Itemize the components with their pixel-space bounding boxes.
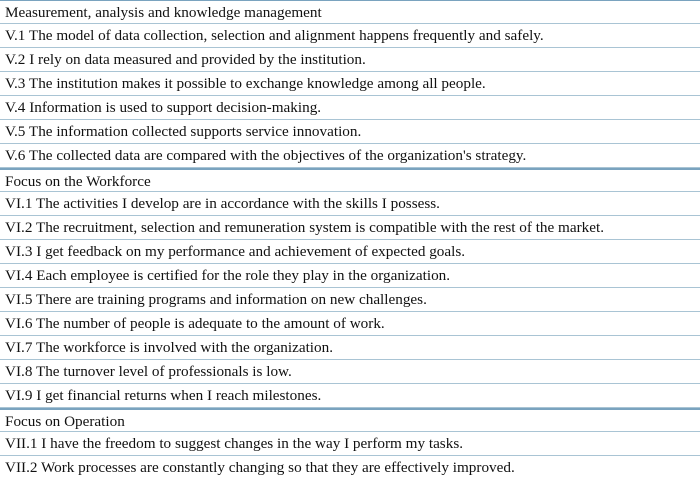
table-row: V.1 The model of data collection, selection and alignment happens frequently and safely. [0, 24, 700, 48]
table-row: VI.3 I get feedback on my performance and achievement of expected goals. [0, 240, 700, 264]
table-row: VI.7 The workforce is involved with the organization. [0, 336, 700, 360]
table-row: VII.2 Work processes are constantly changing so that they are effectively improved. [5, 459, 515, 476]
table-row: VI.9 I get financial returns when I reach milestones. [0, 384, 700, 408]
table-row: VI.8 The turnover level of professionals is low. [0, 360, 700, 384]
table-row: V.5 The information collected supports service innovation. [0, 120, 700, 144]
table-row: VI.1 The activities I develop are in accordance with the skills I possess. [0, 192, 700, 216]
table-row: V.3 The institution makes it possible to exchange knowledge among all people. [0, 72, 700, 96]
table-row: V.2 I rely on data measured and provided by the institution. [0, 48, 700, 72]
table-row: VII.1 I have the freedom to suggest changes in the way I perform my tasks. [0, 432, 700, 456]
table-row: VI.2 The recruitment, selection and remuneration system is compatible with the rest of the market. [0, 216, 700, 240]
table-row: V.4 Information is used to support decision-making. [0, 96, 700, 120]
table-row: VI.4 Each employee is certified for the role they play in the organization. [0, 264, 700, 288]
section-header: Measurement, analysis and knowledge management [0, 0, 700, 24]
table-row: V.6 The collected data are compared with the objectives of the organization's strategy. [0, 144, 700, 168]
table-row: VI.6 The number of people is adequate to the amount of work. [0, 312, 700, 336]
section-header: Focus on the Workforce [0, 168, 700, 192]
section-header: Focus on Operation [0, 408, 700, 432]
table-row: VI.5 There are training programs and information on new challenges. [0, 288, 700, 312]
